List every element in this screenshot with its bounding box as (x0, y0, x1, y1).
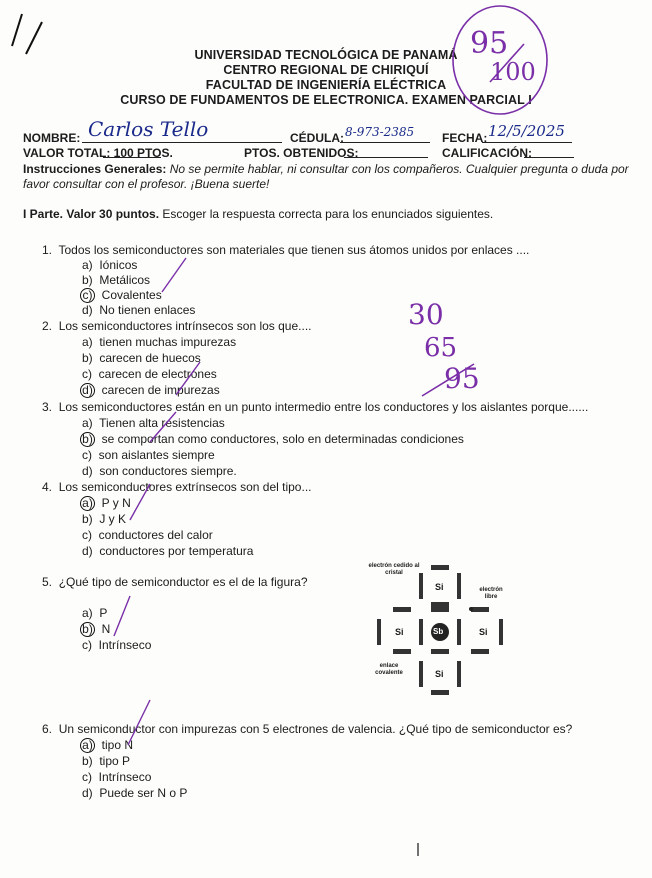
grade-score: 95 (470, 26, 509, 61)
q4-option-c[interactable]: c) conductores del calor (82, 528, 213, 542)
label-free-electron: electrón libre (479, 587, 503, 600)
q2-option-b[interactable]: b) carecen de huecos (82, 351, 201, 365)
q5-check (114, 596, 130, 636)
q4-option-d[interactable]: d) conductores por temperatura (82, 544, 254, 558)
cedula-value: 8-973-2385 (345, 125, 415, 139)
question-4: 4. Los semiconductores extrínsecos son del tipo... (42, 480, 312, 494)
regional-center: CENTRO REGIONAL DE CHIRIQUÍ (223, 63, 429, 77)
part-1-heading: I Parte. Valor 30 puntos. Escoger la respuesta correcta para los enunciados siguientes. (23, 207, 494, 221)
question-2: 2. Los semiconductores intrínsecos son los que.... (42, 319, 312, 333)
calificacion-label: CALIFICACIÓN: (442, 146, 532, 160)
q3-option-a[interactable]: a) Tienen alta resistencias (82, 416, 225, 430)
q1-option-d[interactable]: d) No tienen enlaces (82, 303, 196, 317)
cedula-label: CÉDULA: (290, 131, 344, 145)
si-atom-top: Si (435, 582, 444, 592)
q2-option-a[interactable]: a) tienen muchas impurezas (82, 335, 237, 349)
fecha-value: 12/5/2025 (488, 122, 565, 140)
q1-option-b[interactable]: b) Metálicos (82, 273, 151, 287)
nombre-label: NOMBRE: (23, 131, 81, 145)
question-6: 6. Un semiconductor con impurezas con 5 electrones de valencia. ¿Qué tipo de semiconductor es? (42, 722, 573, 736)
question-1: 1. Todos los semiconductores son materiales que tienen sus átomos unidos por enlaces .... (42, 243, 530, 257)
q5-option-c[interactable]: c) Intrínseco (82, 638, 152, 652)
sb-atom-center: Sb (433, 627, 444, 636)
si-atom-left: Si (395, 627, 404, 637)
university-name: UNIVERSIDAD TECNOLÓGICA DE PANAMÁ (194, 48, 458, 62)
part-score-1: 30 (408, 298, 444, 331)
label-covalent-bond: enlace covalente (375, 663, 403, 676)
q1-option-c-selected[interactable]: c) Covalentes (82, 288, 162, 303)
q1-option-a[interactable]: a) Iónicos (82, 258, 138, 272)
q3-option-b-selected[interactable]: b) se comportan como conductores, solo en determinadas condiciones (82, 432, 464, 447)
q4-option-b[interactable]: b) J y K (82, 512, 127, 526)
q3-option-d[interactable]: d) son conductores siempre. (82, 464, 237, 478)
q4-check (130, 484, 150, 520)
q1-check (162, 258, 186, 292)
si-atom-bottom: Si (435, 669, 444, 679)
q2-option-d-selected[interactable]: d) carecen de impurezas (82, 383, 220, 398)
instructions-line-2: favor consultar con el profesor. ¡Buena suerte! (23, 177, 270, 191)
faculty: FACULTAD DE INGENIERÍA ELÉCTRICA (205, 78, 447, 92)
q6-check (128, 700, 150, 745)
q6-option-b[interactable]: b) tipo P (82, 754, 131, 768)
grade-total: 100 (490, 58, 536, 86)
q6-option-d[interactable]: d) Puede ser N o P (82, 786, 188, 800)
ptos-obtenidos-label: PTOS. OBTENIDOS: (244, 146, 359, 160)
q2-check (176, 362, 200, 395)
q6-option-c[interactable]: c) Intrínseco (82, 770, 152, 784)
course-title: CURSO DE FUNDAMENTOS DE ELECTRONICA. EXAMEN PARCIAL I (120, 93, 532, 107)
q6-option-a-selected[interactable]: a) tipo N (82, 738, 133, 753)
q5-option-a[interactable]: a) P (82, 606, 108, 620)
question-3: 3. Los semiconductores están en un punto intermedio entre los conductores y los aislantes porque...... (42, 400, 589, 414)
label-donated-electron: electrón cedido al cristal (368, 563, 420, 576)
question-5: 5. ¿Qué tipo de semiconductor es el de la figura? (42, 575, 308, 589)
q2-option-c[interactable]: c) carecen de electrones (82, 367, 217, 381)
q3-check (150, 412, 176, 442)
instructions-line-1: Instrucciones Generales: No se permite hablar, ni consultar con los compañeros. Cualquier pregunta o duda por (23, 162, 629, 176)
q3-option-c[interactable]: c) son aislantes siempre (82, 448, 215, 462)
fecha-label: FECHA: (442, 131, 488, 145)
part-score-3: 95 (444, 362, 480, 395)
si-atom-right: Si (479, 627, 488, 637)
q4-option-a-selected[interactable]: a) P y N (82, 496, 131, 511)
valor-total: VALOR TOTAL: 100 PTOS. (23, 146, 173, 160)
q5-option-b-selected[interactable]: b) N (82, 622, 110, 637)
nombre-value: Carlos Tello (88, 117, 209, 141)
part-score-2: 65 (424, 333, 458, 363)
